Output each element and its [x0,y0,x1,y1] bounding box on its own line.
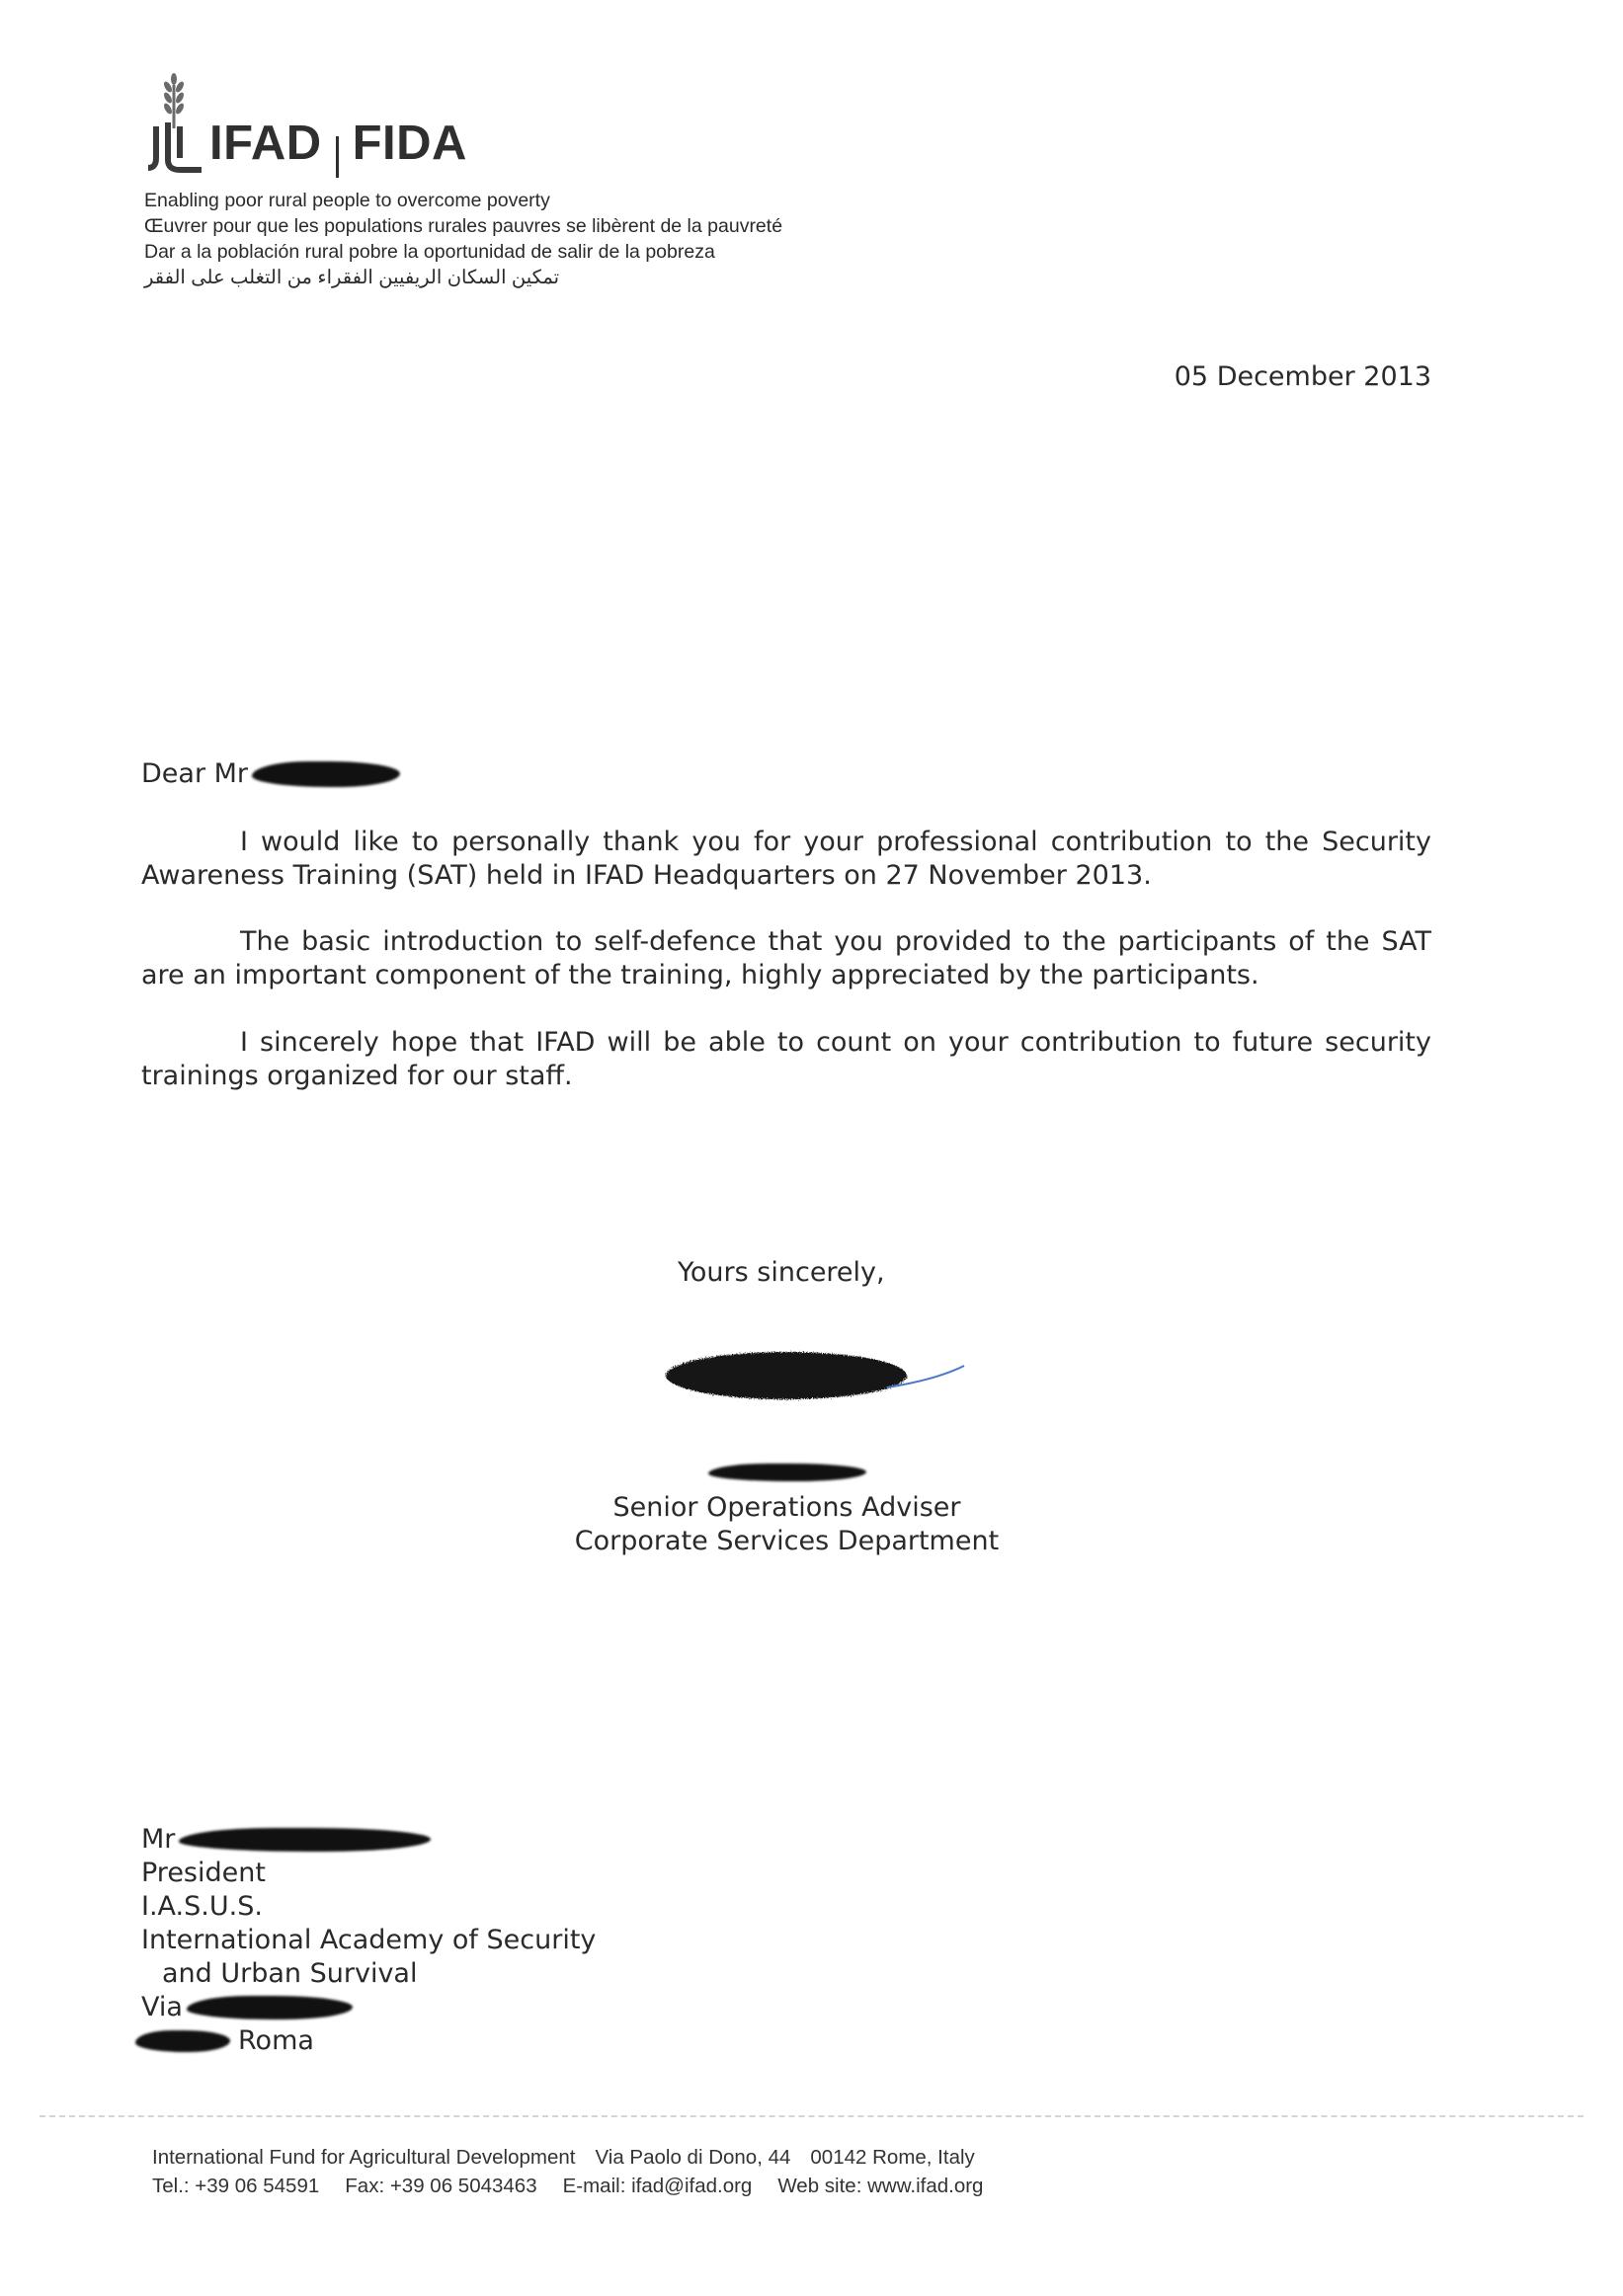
recipient-org-abbrev: I.A.S.U.S. [141,1891,263,1922]
redacted-signatory-name [708,1464,866,1481]
recipient-street-line [141,1991,596,2024]
signatory-block [514,1491,1060,1558]
paragraph-2: The basic introduction to self-defence that you provided to the participants of the SAT are an important component of the training, highly appreciated by the participants. [141,926,1431,990]
closing: Yours sincerely, [678,1257,885,1288]
footer-divider [40,2115,1583,2117]
footer-org: International Fund for Agricultural Development [152,2146,576,2169]
footer-postal: 00142 Rome, Italy [810,2146,975,2169]
paragraph-3: I sincerely hope that IFAD will be able to count on your contribution to future security trainings organized for our staff. [141,1027,1431,1091]
footer-web: Web site: www.ifad.org [777,2175,984,2197]
footer-email: E-mail: ifad@ifad.org [562,2175,753,2197]
footer-address: Via Paolo di Dono, 44 [595,2146,791,2169]
footer-fax: Fax: +39 06 5043463 [345,2175,537,2197]
salutation-text: Dear Mr [141,758,249,789]
tagline-english: Enabling poor rural people to overcome poverty [144,190,550,211]
tagline-french: Œuvrer pour que les populations rurales pauvres se libèrent de la pauvreté [144,215,783,237]
footer [152,2143,983,2200]
recipient-title: President [141,1858,266,1888]
signatory-title: Senior Operations Adviser [612,1492,961,1523]
recipient-address [141,1823,596,2058]
footer-line-1 [152,2143,983,2172]
tagline-spanish: Dar a la población rural pobre la oportunidad de salir de la pobreza [144,241,715,263]
footer-tel: Tel.: +39 06 54591 [152,2175,320,2197]
redacted-name [252,761,400,787]
salutation [141,758,400,789]
recipient-org-name-1: International Academy of Security [141,1925,597,1955]
redacted-recipient-name [179,1828,431,1852]
footer-line-2 [152,2172,983,2200]
recipient-city-line [141,2024,596,2058]
logo-text-ifad: IFAD [209,117,322,170]
redacted-street [187,1996,353,2019]
recipient-city: Roma [238,2025,314,2056]
recipient-honorific: Mr [141,1824,176,1855]
paragraph-1: I would like to personally thank you for your professional contribution to the Security Awareness Training (SAT) held in IFAD Headquarters on 27 November 2013. [141,827,1431,891]
signatory-department: Corporate Services Department [574,1526,1000,1556]
wheat-logo-icon [144,71,203,174]
ifad-logo [144,71,467,174]
recipient-org-name-2: and Urban Survival [162,1958,418,1989]
recipient-name-line [141,1823,596,1857]
recipient-street-prefix: Via [141,1992,183,2022]
redacted-signature [660,1336,976,1415]
logo-divider [336,136,339,178]
redacted-postcode [135,2030,230,2052]
logo-text-fida: FIDA [352,117,467,170]
letterhead-taglines [144,188,782,290]
tagline-arabic: تمكين السكان الريفيين الفقراء من التغلب على الفقر [144,267,560,288]
letter-date: 05 December 2013 [1174,361,1431,392]
